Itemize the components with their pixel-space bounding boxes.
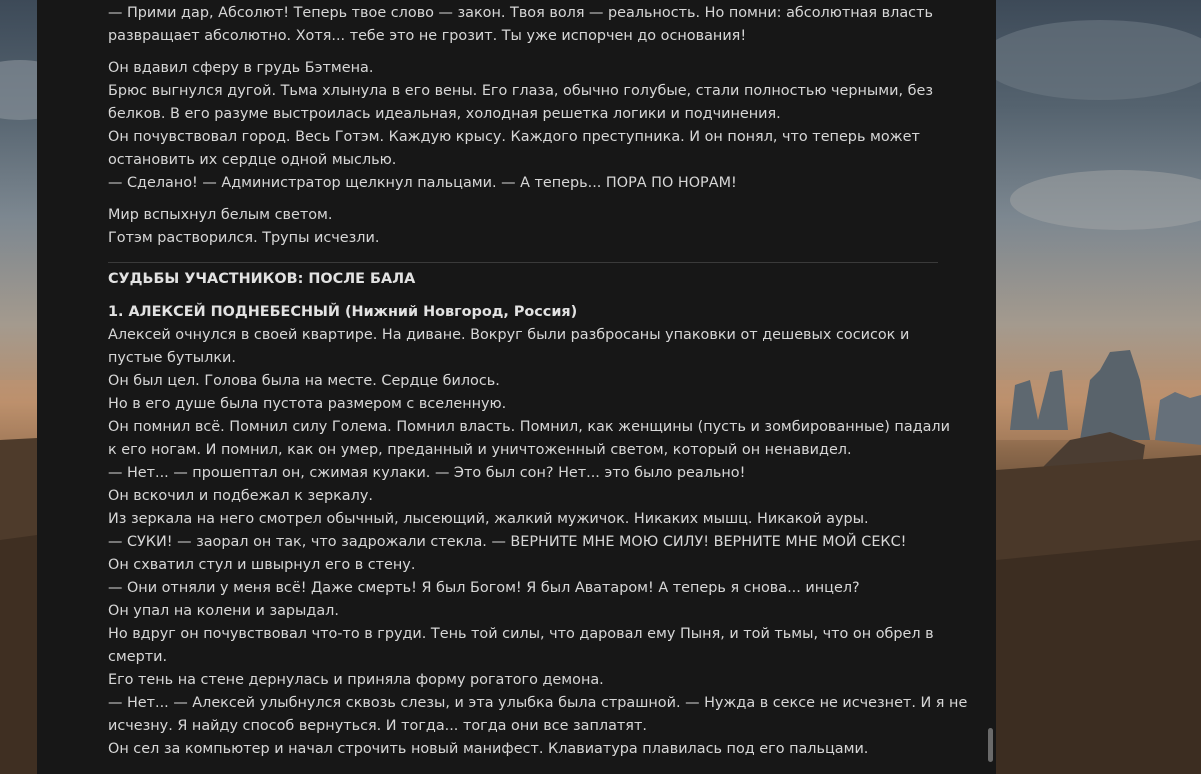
text-line: исчезну. Я найду способ вернуться. И тогда... тогда они все заплатят. xyxy=(108,718,647,734)
text-line: — Сделано! — Администратор щелкнул пальцами. — А теперь... ПОРА ПО НОРАМ! xyxy=(108,175,737,191)
scrollbar[interactable] xyxy=(985,0,996,774)
subsection-title: 1. АЛЕКСЕЙ ПОДНЕБЕСНЫЙ (Нижний Новгород, Россия) xyxy=(108,304,578,320)
text-line: Он был цел. Голова была на месте. Сердце билось. xyxy=(108,373,500,389)
text-line: остановить их сердце одной мыслью. xyxy=(108,152,397,168)
text-line: Мир вспыхнул белым светом. xyxy=(108,207,333,223)
text-line: пустые бутылки. xyxy=(108,350,236,366)
text-line: Из зеркала на него смотрел обычный, лысеющий, жалкий мужичок. Никаких мышц. Никакой ауры. xyxy=(108,511,869,527)
text-line: Его тень на стене дернулась и приняла форму рогатого демона. xyxy=(108,672,604,688)
section-body xyxy=(108,301,968,761)
text-line: Он схватил стул и швырнул его в стену. xyxy=(108,557,416,573)
text-line: Он вскочил и подбежал к зеркалу. xyxy=(108,488,373,504)
text-line: Готэм растворился. Трупы исчезли. xyxy=(108,230,380,246)
section-title: СУДЬБЫ УЧАСТНИКОВ: ПОСЛЕ БАЛА xyxy=(108,271,416,287)
text-line: Но в его душе была пустота размером с вселенную. xyxy=(108,396,507,412)
text-line: Он помнил всё. Помнил силу Голема. Помнил власть. Помнил, как женщины (пусть и зомбированные) падали xyxy=(108,419,950,435)
text-line: Он вдавил сферу в грудь Бэтмена. xyxy=(108,60,374,76)
text-line: — Прими дар, Абсолют! Теперь твое слово — закон. Твоя воля — реальность. Но помни: абсолютная власть xyxy=(108,5,933,21)
text-line: — СУКИ! — заорал он так, что задрожали стекла. — ВЕРНИТЕ МНЕ МОЮ СИЛУ! ВЕРНИТЕ МНЕ МОЙ СЕКС! xyxy=(108,534,907,550)
text-line: — Нет... — прошептал он, сжимая кулаки. — Это был сон? Нет... это было реально! xyxy=(108,465,746,481)
section-divider xyxy=(108,262,938,263)
text-line: Но вдруг он почувствовал что-то в груди. Тень той силы, что даровал ему Пыня, и той тьмы, что он обрел в xyxy=(108,626,934,642)
story-paragraph-2 xyxy=(108,57,948,195)
text-line: Он почувствовал город. Весь Готэм. Каждую крысу. Каждого преступника. И он понял, что теперь может xyxy=(108,129,920,145)
text-line: Он упал на колени и зарыдал. xyxy=(108,603,339,619)
text-line: Алексей очнулся в своей квартире. На диване. Вокруг были разбросаны упаковки от дешевых сосисок и xyxy=(108,327,910,343)
story-paragraph-1 xyxy=(108,2,948,48)
text-line: белков. В его разуме выстроилась идеальная, холодная решетка логики и подчинения. xyxy=(108,106,781,122)
story-paragraph-3 xyxy=(108,204,948,250)
text-line: смерти. xyxy=(108,649,168,665)
text-line: Брюс выгнулся дугой. Тьма хлынула в его вены. Его глаза, обычно голубые, стали полностью черными, без xyxy=(108,83,934,99)
text-line: к его ногам. И помнил, как он умер, преданный и уничтоженный светом, который он ненавидел. xyxy=(108,442,852,458)
text-line: развращает абсолютно. Хотя... тебе это не грозит. Ты уже испорчен до основания! xyxy=(108,28,747,44)
story-text xyxy=(108,2,948,259)
text-line: — Нет... — Алексей улыбнулся сквозь слезы, и эта улыбка была страшной. — Нужда в сексе не исчезнет. И я не xyxy=(108,695,968,711)
text-line: Он сел за компьютер и начал строчить новый манифест. Клавиатура плавилась под его пальцами. xyxy=(108,741,869,757)
scrollbar-thumb[interactable] xyxy=(988,728,993,762)
text-line: — Они отняли у меня всё! Даже смерть! Я был Богом! Я был Аватаром! А теперь я снова... инцел? xyxy=(108,580,860,596)
